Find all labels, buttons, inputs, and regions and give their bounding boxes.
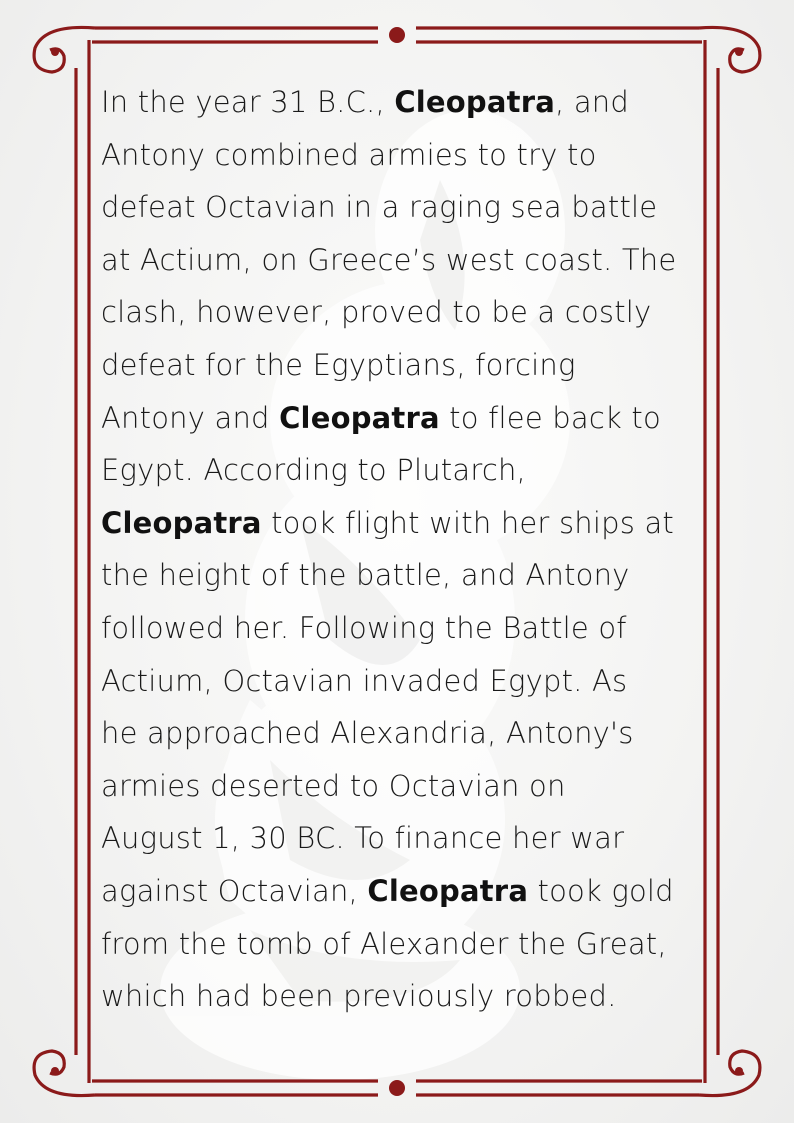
text-segment: took flight with her ships at: [261, 505, 674, 540]
text-line: [101, 234, 701, 287]
body-text: [101, 76, 701, 1023]
text-line: [101, 812, 701, 865]
corner-scroll-icon-bottom-left: [34, 1051, 95, 1096]
text-segment: against Octavian,: [101, 873, 368, 908]
text-segment: which had been previously robbed.: [101, 979, 617, 1014]
text-segment: August 1, 30 BC. To finance her war: [101, 821, 625, 856]
emphasized-name: Cleopatra: [101, 505, 262, 540]
center-dot-icon-bottom: [389, 1080, 405, 1096]
text-segment: Egypt. According to Plutarch,: [101, 453, 526, 488]
text-line: [101, 760, 701, 813]
text-line: [101, 970, 701, 1023]
text-segment: defeat for the Egyptians, forcing: [101, 347, 576, 382]
text-segment: Actium, Octavian invaded Egypt. As: [101, 663, 628, 698]
text-line: [101, 129, 701, 182]
text-line: [101, 918, 701, 971]
text-segment: to flee back to: [439, 400, 661, 435]
text-line: [101, 497, 701, 550]
corner-scroll-icon-bottom-right: [699, 1051, 760, 1096]
emphasized-name: Cleopatra: [394, 85, 555, 119]
text-segment: followed her. Following the Battle of: [101, 610, 627, 645]
emphasized-name: Cleopatra: [367, 873, 529, 908]
text-segment: , and: [555, 85, 629, 119]
center-dot-icon-top: [389, 27, 405, 43]
text-line: [101, 76, 701, 129]
text-segment: Antony combined armies to try to: [101, 137, 597, 172]
text-line: [101, 707, 701, 760]
text-line: [101, 549, 701, 602]
text-segment: armies deserted to Octavian on: [101, 768, 566, 803]
text-line: [101, 286, 701, 339]
corner-scroll-icon-top-right: [699, 27, 760, 72]
text-segment: he approached Alexandria, Antony's: [101, 716, 634, 751]
text-line: [101, 181, 701, 234]
text-line: [101, 865, 701, 918]
corner-scroll-icon-top-left: [34, 27, 95, 72]
text-line: [101, 655, 701, 708]
text-line: [101, 602, 701, 655]
text-segment: Antony and: [101, 400, 280, 435]
text-segment: In the year 31 B.C.,: [101, 85, 395, 119]
text-line: [101, 444, 701, 497]
emphasized-name: Cleopatra: [279, 400, 440, 435]
text-segment: the height of the battle, and Antony: [101, 558, 630, 593]
text-segment: at Actium, on Greece’s west coast. The: [101, 242, 677, 277]
text-segment: clash, however, proved to be a costly: [101, 295, 652, 330]
text-segment: took gold: [528, 873, 674, 908]
text-line: [101, 339, 701, 392]
text-segment: defeat Octavian in a raging sea battle: [101, 190, 658, 225]
text-segment: from the tomb of Alexander the Great,: [101, 926, 667, 961]
text-line: [101, 392, 701, 445]
